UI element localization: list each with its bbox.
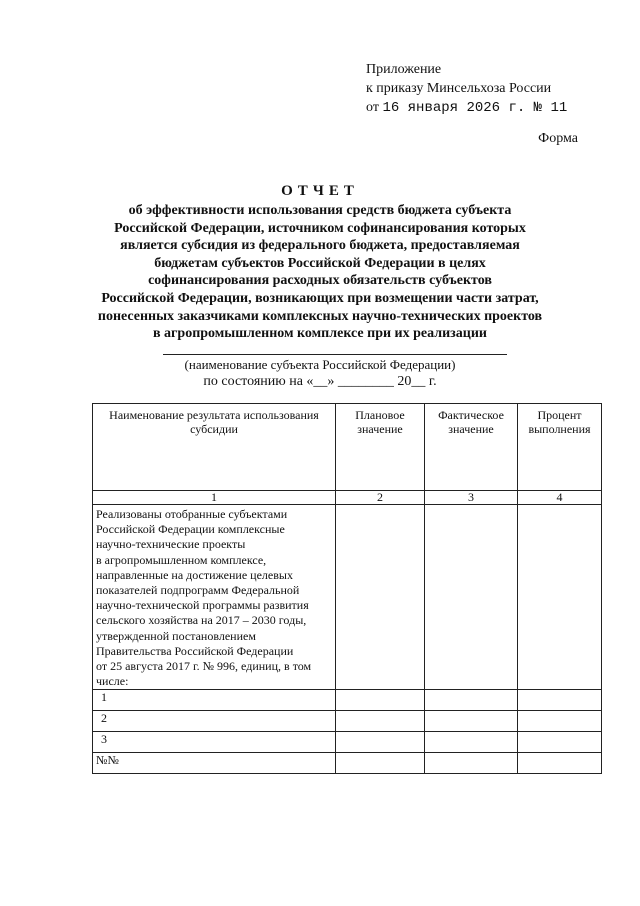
subtitle-line: является субсидия из федерального бюджета, предоставляемая [120, 238, 520, 254]
actual-value-cell [425, 711, 518, 732]
table-row [93, 505, 602, 690]
description-line: в агропромышленном комплексе, [96, 552, 267, 567]
actual-value-cell [425, 753, 518, 774]
planned-value-cell [336, 732, 425, 753]
planned-value-cell [336, 505, 425, 690]
header-planned-value: Плановое значение [336, 404, 425, 491]
description-line: научно-технической программы развития [96, 598, 309, 613]
table-row [93, 690, 602, 711]
subtitle-line: понесенных заказчиками комплексных научно-технических проектов [97, 308, 543, 324]
result-description [93, 505, 336, 690]
report-subtitle [60, 202, 580, 343]
percent-cell [518, 732, 602, 753]
appendix-block [366, 60, 567, 118]
column-number: 2 [336, 491, 425, 505]
description-line: Реализованы отобранные субъектами [96, 507, 288, 521]
percent-cell [518, 711, 602, 732]
column-number: 3 [425, 491, 518, 505]
table-row [93, 732, 602, 753]
row-number: 2 [101, 711, 107, 726]
row-number-cell [93, 711, 336, 732]
description-line: числе: [96, 674, 129, 689]
subject-name-underline [163, 354, 507, 355]
description-line: Правительства Российской Федерации [96, 643, 294, 658]
actual-value-cell [425, 690, 518, 711]
subject-name-caption: (наименование субъекта Российской Федерации) [184, 357, 456, 372]
subtitle-line: бюджетам субъектов Российской Федерации в целях [154, 255, 486, 271]
row-number-cell [93, 732, 336, 753]
appendix-from: от [366, 100, 379, 115]
subtitle-line: в агропромышленном комплексе при их реализации [152, 326, 487, 342]
row-number-cell [93, 753, 336, 774]
header-actual-value: Фактическое значение [425, 404, 518, 491]
column-number: 4 [518, 491, 602, 505]
description-line: научно-технические проекты [96, 537, 246, 552]
report-table [92, 403, 602, 774]
report-date-line: по состоянию на «__» ________ 20__ г. [203, 374, 437, 389]
table-header-row [93, 404, 602, 491]
description-line: утвержденной постановлением [96, 628, 256, 643]
table-row [93, 711, 602, 732]
description-line: от 25 августа 2017 г. № 996, единиц, в том [96, 659, 312, 674]
description-line: показателей подпрограмм Федеральной [96, 583, 300, 598]
column-number-row [93, 491, 602, 505]
planned-value-cell [336, 711, 425, 732]
header-completion-percent: Процент выполнения [518, 404, 602, 491]
header-result-name: Наименование результата использования субсидии [93, 404, 336, 491]
percent-cell [518, 505, 602, 690]
description-line: сельского хозяйства на 2017 – 2030 годы, [96, 613, 307, 628]
row-number: 3 [101, 732, 107, 747]
appendix-title: Приложение [366, 62, 442, 77]
subtitle-line: Российской Федерации, источником софинансирования которых [114, 220, 526, 236]
row-number-cell [93, 690, 336, 711]
row-number: №№ [96, 753, 119, 768]
actual-value-cell [425, 505, 518, 690]
report-title: ОТЧЕТ [281, 183, 359, 199]
appendix-date-line [366, 98, 567, 118]
form-label: Форма [538, 131, 578, 146]
percent-cell [518, 753, 602, 774]
appendix-date: 16 января 2026 г. № 11 [382, 100, 568, 116]
column-number: 1 [93, 491, 336, 505]
percent-cell [518, 690, 602, 711]
table-row [93, 753, 602, 774]
subtitle-line: об эффективности использования средств бюджета субъекта [128, 203, 512, 218]
description-line: направленные на достижение целевых [96, 567, 293, 582]
actual-value-cell [425, 732, 518, 753]
appendix-order-ref: к приказу Минсельхоза России [366, 81, 552, 96]
planned-value-cell [336, 690, 425, 711]
row-number: 1 [101, 690, 107, 705]
description-line: Российской Федерации комплексные [96, 522, 285, 537]
subtitle-line: софинансирования расходных обязательств субъектов [148, 273, 492, 289]
planned-value-cell [336, 753, 425, 774]
subtitle-line: Российской Федерации, возникающих при возмещении части затрат, [101, 290, 539, 306]
